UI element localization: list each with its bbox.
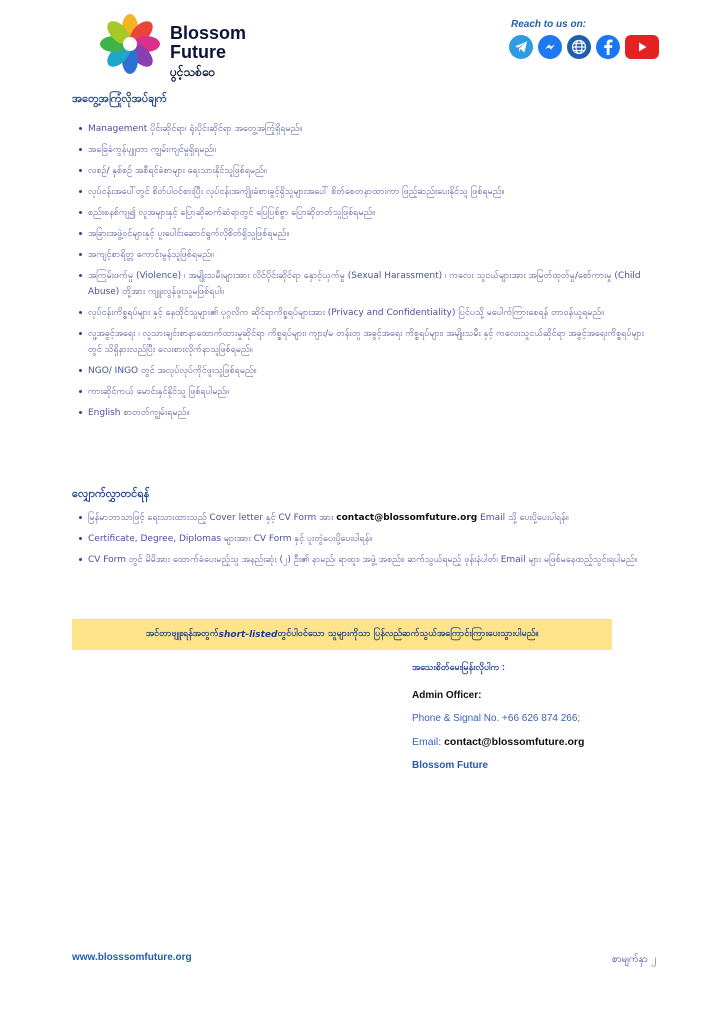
list-item: အခြားအဖွဲ့ဝင်များနှင့် ပူးပေါင်းဆောင်ရွက်လိုစိတ်ရှိသူဖြစ်ရမည်။ <box>72 226 652 242</box>
list-item: CV Form တွင် မိမိအား ထောက်ခံပေးမည့်သူ အနည်းဆုံး (၂) ဦး၏ နာမည်၊ ရာထူး၊ အဖွဲ့ အစည်း၊ ဆက်သွယ်ရမည့် ဖုန်းနံပါတ်၊ Email များ မဖြစ်မနေထည့်သွင်းရပါမည်။ <box>72 552 652 568</box>
list-item: လုပ်ငန်းအပေါ်တွင် စိတ်ပါဝင်စားပြီး လုပ်ငန်းအကျိုးခံစားခွင့်ရှိသူများအပေါ် စိတ်စေတနာထားကာ ဖြည့်ဆည်းပေးနိုင်သူ ဖြစ်ရမည်။ <box>72 184 652 200</box>
list-item: လစဉ်/ နှစ်စဉ် အစီရင်ခံစာများ ရေးသားနိုင်သူဖြစ်ရမည်။ <box>72 163 652 179</box>
blossom-logo-icon <box>98 12 162 76</box>
apply-email-link[interactable]: contact@blossomfuture.org <box>336 513 478 523</box>
requirements-heading: အတွေ့အကြုံလိုအပ်ချက် <box>72 92 167 105</box>
brand-name <box>170 24 246 82</box>
messenger-icon[interactable] <box>538 35 562 59</box>
contact-email-label: Email: <box>412 736 445 748</box>
list-item: Management ပိုင်းဆိုင်ရာ၊ ရုံးပိုင်းဆိုင်ရာ အတွေ့အကြုံရှိရမည်။ <box>72 121 652 137</box>
banner-text: တွင်ပါဝင်သော သူများကိုသာ ပြန်လည်ဆက်သွယ်အကြောင်းကြားပေးသွားပါမည်။ <box>277 629 539 639</box>
list-item: Certificate, Degree, Diplomas များအား CV Form နှင့် ပူးတွဲပေးပို့ပေးပါရန်။ <box>72 531 652 547</box>
page-number: စာမျက်နှာ ၂ <box>611 954 656 965</box>
contact-label: အသေးစိတ်မေးမြန်းလိုပါက : <box>412 662 505 672</box>
footer-website-link[interactable]: www.blosssomfuture.org <box>72 952 192 963</box>
page-header <box>0 0 724 80</box>
social-links <box>509 35 659 59</box>
banner-text: အင်တာဗျူးရန်အတွက် <box>145 629 219 639</box>
contact-block <box>412 662 672 771</box>
contact-officer: Admin Officer: <box>412 690 482 701</box>
list-item: အကျင့်စာရိတ္တ ကောင်းမွန်သူဖြစ်ရမည်။ <box>72 247 652 263</box>
contact-org: Blossom Future <box>412 760 489 771</box>
list-item: English စာတတ်ကျွမ်းရမည်။ <box>72 405 652 421</box>
apply-text: မြန်မာဘာသာဖြင့် ရေးသားထားသည့် Cover letter နှင့် CV Form အား <box>88 513 337 523</box>
list-item <box>72 510 652 526</box>
brand-line-2: Future <box>170 42 226 62</box>
apply-heading: လျှောက်လွှာတင်ရန် <box>72 487 150 500</box>
brand-subtitle: ပွင့်သစ်ဝေ <box>170 65 216 79</box>
globe-icon[interactable] <box>567 35 591 59</box>
list-item: အကြမ်းဖက်မှု (Violence) ၊ အမျိုးသမီးများအား လိင်ပိုင်းဆိုင်ရာ နှောင့်ယှက်မှု (Sexual Harassment) ၊ ကလေး သူငယ်များအား အမြတ်ထုတ်မှု/စော်ကားမှု (Child Abuse) တို့အား ကျူးလွန်ဖူးသူမဖြစ်ရပါ။ <box>72 268 652 300</box>
contact-email-row <box>412 736 672 748</box>
list-item: လူ့အခွင့်အရေး ၊ လူသားချင်းစာနာထောက်ထားမှုဆိုင်ရာ ကိစ္စရပ်များ၊ ကျား/မ တန်းတူ အခွင့်အရေး ကိစ္စရပ်များ၊ အမျိုးသမီး နှင့် ကလေးသူငယ်ဆိုင်ရာ အခွင့်အရေးကိစ္စရပ်များတွင် သိရှိနားလည်ပြီး လေးစားလိုက်နာသူဖြစ်ရမည်။ <box>72 326 652 358</box>
list-item: ကားဆိုင်ကယ် မောင်းနှင်နိုင်သူ ဖြစ်ရပါမည်။ <box>72 384 652 400</box>
brand-line-1: Blossom <box>170 23 247 43</box>
reach-label: Reach to us on: <box>511 19 587 30</box>
banner-italic-text: short-listed <box>218 629 278 640</box>
requirements-list <box>72 121 652 426</box>
apply-text: Email သို့ ပေးပို့ပေးပါရန်။ <box>477 513 569 523</box>
list-item: အခြေခံကွန်ပျူတာ ကျွမ်းကျင်မှုရှိရမည်။ <box>72 142 652 158</box>
telegram-icon[interactable] <box>509 35 533 59</box>
list-item: လုပ်ငန်းကိစ္စရပ်များ နှင့် နေထိုင်သူများ၏ ပုဂ္ဂလိက ဆိုင်ရာကိစ္စရပ်များအား (Privacy and Confidentiality) ပြင်ပသို့ မပေါက်ကြားစေရန် တာဝန်ယူရမည်။ <box>72 305 652 321</box>
youtube-icon[interactable] <box>625 35 659 59</box>
facebook-icon[interactable] <box>596 35 620 59</box>
shortlist-notice-banner <box>72 619 612 650</box>
contact-email-link[interactable]: contact@blossomfuture.org <box>444 736 585 748</box>
list-item: စည်းစနစ်ကျ၍ လူအများနှင့် ပြောဆိုဆက်ဆံရာတွင် ပြေပြစ်စွာ ပြောဆိုတတ်သူဖြစ်ရမည်။ <box>72 205 652 221</box>
list-item: NGO/ INGO တွင် အလုပ်လုပ်ကိုင်ဖူးသူဖြစ်ရမည်။ <box>72 363 652 379</box>
contact-phone: Phone & Signal No. +66 626 874 266; <box>412 713 581 724</box>
apply-list <box>72 510 652 573</box>
